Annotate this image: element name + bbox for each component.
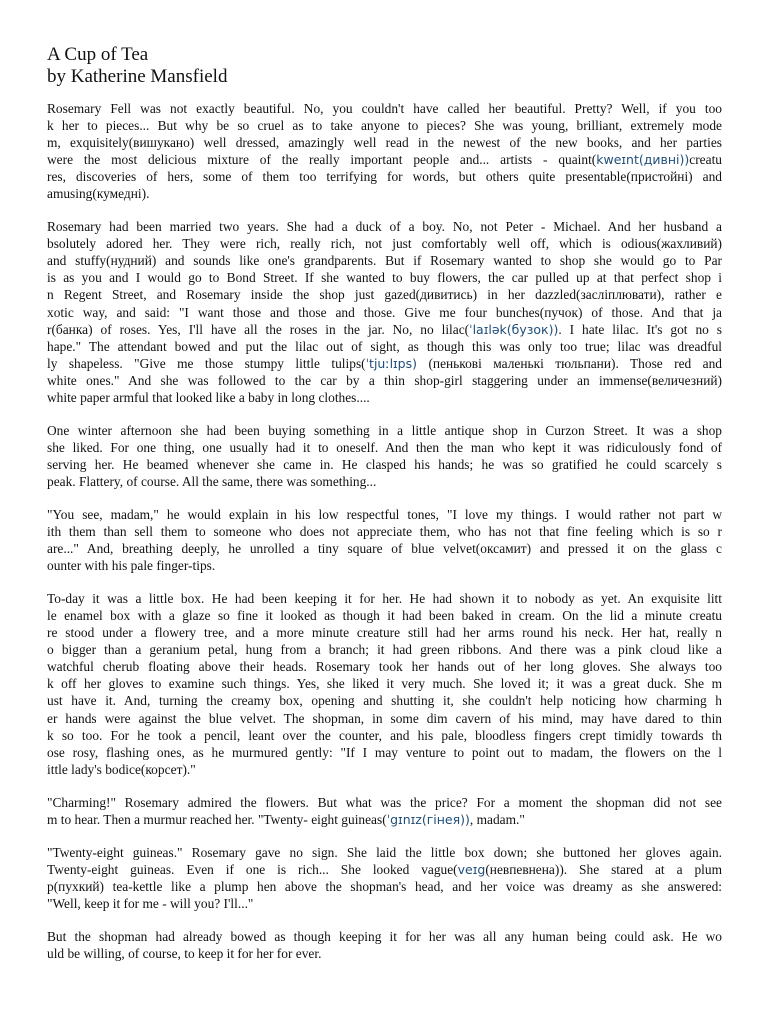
text-segment: white ones." And she was followed to the car by a thin shop-girl staggering under an immense(величезний) [47,372,722,388]
text-segment: and stuffy(нудний) and sounds like one's grandparents. But if Rosemary wanted to shop she would go to Par [47,253,722,269]
text-line [47,794,722,811]
text-segment: k her to pieces... But why be so cruel as to take anyone to pieces? She was young, brilliant, extremely mode [47,118,722,134]
text-segment: is as you and I would go to Bond Street. If she wanted to buy flowers, the car pulled up at that perfect shop i [47,270,722,286]
text-segment: hape." The attendant bowed and put the lilac out of sight, as though this was only too true; lilac was dreadful [47,338,722,354]
text-line [47,523,722,540]
page-title: A Cup of Tea [47,44,149,65]
text-segment: white paper armful that looked like a baby in long clothes.... [47,389,370,405]
text-line [47,658,722,675]
text-line [47,844,722,861]
text-segment: uld be willing, of course, to keep it for her for ever. [47,946,322,962]
author-line: by Katherine Mansfield [47,66,228,87]
text-line [47,439,722,456]
text-segment: res, discoveries of hers, some of them too terrifying for words, but others quite presentable(пристойні) and [47,169,722,185]
text-segment: p(пухкий) tea-kettle like a plump hen above the shopman's head, and her voice was dreamy as she answered: [47,878,722,894]
text-segment: amusing(кумедні). [47,186,150,202]
text-segment: peak. Flattery, of course. All the same, there was something... [47,473,377,489]
text-line [47,557,722,574]
paragraph [47,506,722,574]
text-line [47,675,722,692]
pronunciation-note: ˈgɪnɪz(гінея)) [386,811,470,827]
text-line [47,744,722,761]
text-line [47,252,722,269]
text-line [47,624,722,641]
text-line [47,389,722,406]
text-segment: bsolutely adored her. They were rich, really rich, not just comfortably well off, which is odious(жахливий) [47,236,722,252]
text-line [47,151,722,168]
text-segment: But the shopman had already bowed as though keeping it for her was all any human being could ask. He wo [47,928,722,944]
text-segment: "Charming!" Rosemary admired the flowers. But what was the price? For a moment the shopman did not see [47,794,722,810]
text-line [47,928,722,945]
text-line [47,286,722,303]
text-line [47,607,722,624]
pronunciation-note: ˈlaɪlək(бузок)) [469,321,559,337]
text-line [47,235,722,252]
text-segment: serving her. He beamed whenever she came in. He clasped his hands; he was so gratified he could scarcely s [47,456,722,472]
text-segment: watchful cherub floating above their heads. Rosemary took her hands out of her long gloves. She always too [47,659,722,675]
pronunciation-note: ˈtjuːlɪps) [365,355,418,371]
text-segment: re stood under a flowery tree, and a more minute creature still had her arms round his neck. Her hat, really n [47,625,722,641]
paragraph [47,844,722,912]
paragraph [47,422,722,490]
text-line [47,338,722,355]
text-segment: ust have it. And, turning the creamy box, opening and shutting it, she couldn't help noticing how charming h [47,693,722,709]
text-segment: m to hear. Then a murmur reached her. "Twenty- eight guineas( [47,811,387,827]
text-segment: er hands were against the blue velvet. The shopman, in some dim cavern of his mind, may have dared to thin [47,710,722,726]
text-line [47,641,722,658]
text-segment: ounter with his pale finger-tips. [47,558,216,574]
text-segment: Rosemary had been married two years. She had a duck of a boy. No, not Peter - Michael. And her husband a [47,219,722,235]
document-body [47,100,722,962]
text-segment: le enamel box with a glaze so fine it looked as though it had been baked in cream. On the lid a minute creatu [47,608,722,624]
text-segment: n Regent Street, and Rosemary inside the shop just gazed(дивитись) in her dazzled(засліплювати), rather e [47,287,722,303]
text-line [47,895,722,912]
text-line [47,710,722,727]
text-line [47,100,722,117]
text-line [47,134,722,151]
text-segment: (невпевнена)). She stared at a plum [485,861,722,877]
text-line [47,811,722,828]
text-segment: "You see, madam," he would explain in his low respectful tones, "I love my things. I would rather not part w [47,506,722,522]
text-segment: she liked. For one thing, one usually had it to oneself. And then the man who kept it was ridiculously fond of [47,439,722,455]
text-line [47,878,722,895]
text-segment: ly shapeless. "Give me those stumpy little tulips( [47,355,366,371]
text-segment: One winter afternoon she had been buying something in a little antique shop in Curzon Street. It was a shop [47,422,722,438]
text-segment: m, exquisitely(вишукано) well dressed, amazingly well read in the newest of the new books, and her parties [47,135,722,151]
text-segment: ose rosy, flashing ones, as he murmured gently: "If I may venture to point out to madam, the flowers on the l [47,744,722,760]
text-line [47,861,722,878]
text-segment: were the most delicious mixture of the really important people and... artists - quaint( [47,152,597,168]
text-segment: (пеньковi маленькі тюльпани). Those red and [417,355,722,371]
text-line [47,422,722,439]
text-segment: Twenty-eight guineas. Even if one is rich... She looked vague( [47,861,458,877]
text-segment: are..." And, breathing deeply, he unrolled a tiny square of blue velvet(оксамит) and pressed it on the glass c [47,541,722,557]
paragraph [47,928,722,962]
text-line [47,473,722,490]
text-line [47,321,722,338]
text-line [47,945,722,962]
paragraph [47,590,722,778]
text-line [47,540,722,557]
text-segment: creatu [689,152,722,168]
text-segment: ith them than sell them to someone who does not appreciate them, who has not that fine feeling which is so r [47,524,722,540]
text-segment: xotic way, and said: "I want those and those and those. Give me four bunches(пучок) of those. And that ja [47,304,722,320]
text-line [47,727,722,744]
pronunciation-note: veɪg [457,861,486,877]
text-segment: k so too. For he took a pencil, leant over the counter, and his pale, bloodless fingers crept timidly towards th [47,727,722,743]
text-line [47,372,722,389]
text-line [47,761,722,778]
text-segment: , madam." [469,811,525,827]
text-line [47,355,722,372]
text-segment: r(банка) of roses. Yes, I'll have all the roses in the jar. No, no lilac( [47,321,470,337]
paragraph [47,100,722,202]
text-line [47,185,722,202]
text-line [47,168,722,185]
text-line [47,506,722,523]
text-line [47,117,722,134]
text-line [47,218,722,235]
text-segment: o bigger than a geranium petal, hung from a branch; it had green ribbons. And there was a pink cloud like a [47,642,722,658]
text-segment: . I hate lilac. It's got no s [558,321,722,337]
paragraph [47,794,722,828]
text-segment: k off her gloves to examine such things. Yes, she liked it very much. She loved it; it was a great duck. She m [47,676,722,692]
text-line [47,269,722,286]
text-line [47,304,722,321]
text-segment: ittle lady's bodice(корсет)." [47,761,196,777]
text-line [47,590,722,607]
text-segment: "Twenty-eight guineas." Rosemary gave no sign. She laid the little box down; she buttoned her gloves again. [47,844,722,860]
document-title-block [47,44,722,88]
text-line [47,692,722,709]
paragraph [47,218,722,406]
text-line [47,456,722,473]
pronunciation-note: kweɪnt(дивні)) [596,152,690,168]
text-segment: To-day it was a little box. He had been keeping it for her. He had shown it to nobody as yet. An exquisite litt [47,591,722,607]
text-segment: Rosemary Fell was not exactly beautiful. No, you couldn't have called her beautiful. Pretty? Well, if you too [47,101,722,116]
text-segment: "Well, keep it for me - will you? I'll..." [47,895,254,911]
